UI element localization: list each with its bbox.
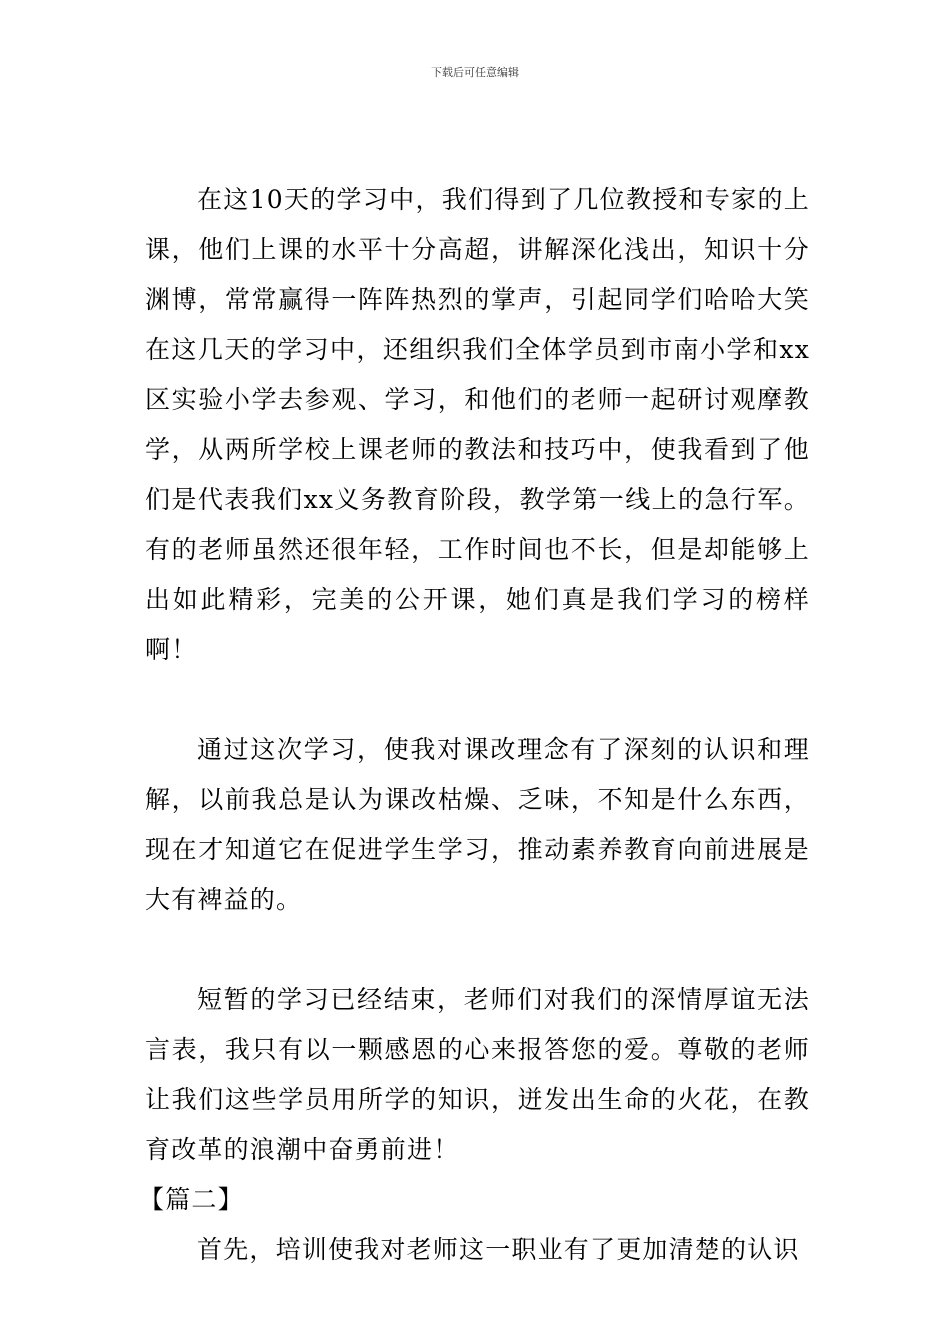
document-body bbox=[139, 175, 810, 1275]
paragraph-curriculum-reform: 通过这次学习，使我对课改理念有了深刻的认识和理解，以前我总是认为课改枯燥、乏味，不知是什么东西，现在才知道它在促进学生学习，推动素养教育向前进展是大有裨益的。 bbox=[145, 735, 810, 914]
paragraph-gap bbox=[145, 675, 810, 725]
paragraph-gap bbox=[145, 925, 810, 975]
paragraph-part-two-intro: 首先，培训使我对老师这一职业有了更加清楚的认识 bbox=[197, 1235, 800, 1264]
paragraph-gratitude: 短暂的学习已经结束，老师们对我们的深情厚谊无法言表，我只有以一颗感恩的心来报答您的爱。尊敬的老师让我们这些学员用所学的知识，迸发出生命的火花，在教育改革的浪潮中奋勇前进！ bbox=[145, 985, 810, 1164]
paragraph-study-experience: 在这10天的学习中，我们得到了几位教授和专家的上课，他们上课的水平十分高超，讲解深化浅出，知识十分渊博，常常赢得一阵阵热烈的掌声，引起同学们哈哈大笑在这几天的学习中，还组织我们全体学员到市南小学和xx区实验小学去参观、学习，和他们的老师一起研讨观摩教学，从两所学校上课老师的教法和技巧中，使我看到了他们是代表我们xx义务教育阶段，教学第一线上的急行军。有的老师虽然还很年轻，工作时间也不长，但是却能够上出如此精彩，完美的公开课，她们真是我们学习的榜样啊！ bbox=[145, 185, 810, 664]
header-note: 下载后可任意编辑 bbox=[431, 66, 519, 79]
section-heading: 【篇二】 bbox=[139, 1185, 244, 1214]
